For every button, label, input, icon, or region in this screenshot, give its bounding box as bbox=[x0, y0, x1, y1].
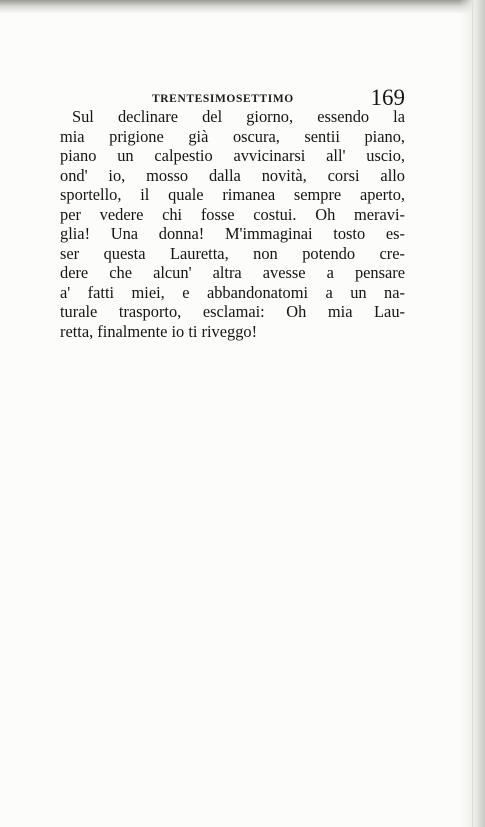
text-line: ond' io, mosso dalla novità, corsi allo bbox=[60, 165, 405, 185]
text-line: ser questa Lauretta, non potendo cre- bbox=[60, 243, 405, 263]
page-top-shadow bbox=[0, 0, 485, 14]
running-title: TRENTESIMOSETTIMO bbox=[152, 93, 294, 105]
body-text bbox=[60, 107, 405, 341]
text-line: piano un calpestio avvicinarsi all' uscio, bbox=[60, 146, 405, 165]
text-line: a' fatti miei, e abbandonatomi a un na- bbox=[60, 282, 405, 302]
text-line: Sul declinare del giorno, essendo la bbox=[72, 107, 405, 126]
page-edge-line bbox=[472, 0, 473, 827]
text-line: turale trasporto, esclamai: Oh mia Lau- bbox=[60, 302, 405, 321]
text-line: dere che alcun' altra avesse a pensare bbox=[60, 263, 405, 282]
text-line: per vedere chi fosse costui. Oh meravi- bbox=[60, 204, 405, 224]
page-number: 169 bbox=[370, 85, 405, 110]
text-line: mia prigione già oscura, sentii piano, bbox=[60, 126, 405, 146]
text-line: sportello, il quale rimanea sempre aperto, bbox=[60, 185, 405, 204]
text-line: retta, finalmente io ti riveggo! bbox=[60, 321, 258, 341]
text-line: glia! Una donna! M'immaginai tosto es- bbox=[60, 224, 405, 243]
